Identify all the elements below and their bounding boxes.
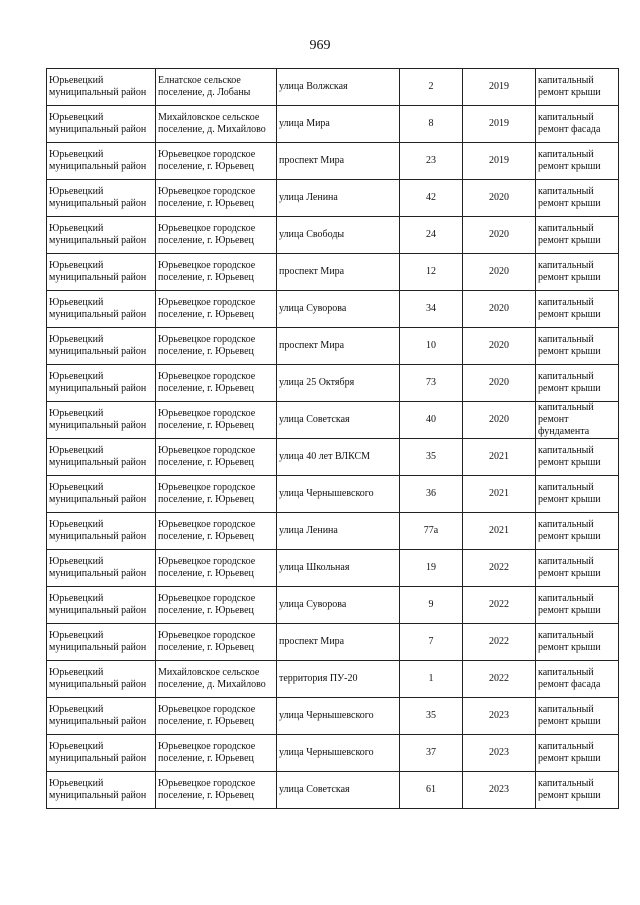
table-row — [47, 513, 619, 550]
house-number-cell-text: 19 — [426, 562, 436, 573]
district-cell — [47, 402, 156, 439]
year-cell — [463, 254, 536, 291]
house-number-cell-text: 2 — [428, 81, 434, 92]
street-cell-text: проспект Мира — [279, 636, 345, 647]
house-number-cell — [400, 328, 463, 365]
work-type-cell — [536, 439, 619, 476]
year-cell-text: 2023 — [489, 747, 509, 758]
table-row — [47, 291, 619, 328]
street-cell — [277, 69, 400, 106]
district-cell — [47, 772, 156, 809]
street-cell — [277, 402, 400, 439]
work-type-cell — [536, 476, 619, 513]
house-number-cell-text: 1 — [428, 673, 434, 684]
district-cell-text: Юрьевецкий муниципальный район — [49, 260, 147, 283]
street-cell-text: проспект Мира — [279, 266, 345, 277]
district-cell-text: Юрьевецкий муниципальный район — [49, 408, 147, 431]
street-cell-text: улица Школьная — [279, 562, 350, 573]
settlement-cell-text: Юрьевецкое городское поселение, г. Юрьевец — [158, 482, 256, 505]
street-cell — [277, 143, 400, 180]
table-row — [47, 439, 619, 476]
year-cell-text: 2020 — [489, 377, 509, 388]
district-cell — [47, 476, 156, 513]
work-type-cell-text: капитальный ремонт крыши — [538, 223, 601, 246]
year-cell — [463, 772, 536, 809]
street-cell — [277, 772, 400, 809]
street-cell-text: улица Чернышевского — [279, 488, 374, 499]
settlement-cell — [156, 550, 277, 587]
street-cell — [277, 735, 400, 772]
year-cell — [463, 291, 536, 328]
work-type-cell — [536, 328, 619, 365]
street-cell — [277, 550, 400, 587]
district-cell-text: Юрьевецкий муниципальный район — [49, 334, 147, 357]
work-type-cell — [536, 106, 619, 143]
street-cell-text: улица Советская — [279, 414, 350, 425]
settlement-cell — [156, 735, 277, 772]
street-cell — [277, 624, 400, 661]
work-type-cell-text: капитальный ремонт крыши — [538, 371, 601, 394]
year-cell-text: 2021 — [489, 451, 509, 462]
registry-table — [46, 68, 619, 809]
work-type-cell — [536, 254, 619, 291]
district-cell — [47, 69, 156, 106]
settlement-cell-text: Юрьевецкое городское поселение, г. Юрьевец — [158, 260, 256, 283]
district-cell — [47, 550, 156, 587]
year-cell-text: 2020 — [489, 229, 509, 240]
table-row — [47, 550, 619, 587]
street-cell — [277, 254, 400, 291]
district-cell — [47, 365, 156, 402]
district-cell-text: Юрьевецкий муниципальный район — [49, 741, 147, 764]
street-cell — [277, 291, 400, 328]
house-number-cell-text: 77а — [423, 525, 439, 536]
settlement-cell-text: Михайловское сельское поселение, д. Михайлово — [158, 667, 266, 690]
year-cell — [463, 69, 536, 106]
work-type-cell-text: капитальный ремонт крыши — [538, 778, 601, 801]
settlement-cell-text: Юрьевецкое городское поселение, г. Юрьевец — [158, 445, 256, 468]
work-type-cell — [536, 217, 619, 254]
year-cell-text: 2022 — [489, 599, 509, 610]
house-number-cell — [400, 476, 463, 513]
work-type-cell — [536, 180, 619, 217]
settlement-cell — [156, 476, 277, 513]
table-row — [47, 735, 619, 772]
house-number-cell-text: 40 — [426, 414, 436, 425]
work-type-cell — [536, 698, 619, 735]
settlement-cell-text: Юрьевецкое городское поселение, г. Юрьевец — [158, 741, 256, 764]
street-cell — [277, 365, 400, 402]
district-cell — [47, 291, 156, 328]
work-type-cell — [536, 402, 619, 439]
house-number-cell — [400, 698, 463, 735]
work-type-cell-text: капитальный ремонт крыши — [538, 297, 601, 320]
settlement-cell — [156, 365, 277, 402]
work-type-cell — [536, 365, 619, 402]
house-number-cell-text: 9 — [428, 599, 434, 610]
work-type-cell-text: капитальный ремонт крыши — [538, 519, 601, 542]
house-number-cell — [400, 439, 463, 476]
house-number-cell-text: 73 — [426, 377, 436, 388]
settlement-cell-text: Елнатское сельское поселение, д. Лобаны — [158, 75, 251, 98]
settlement-cell-text: Юрьевецкое городское поселение, г. Юрьевец — [158, 630, 256, 653]
year-cell — [463, 476, 536, 513]
street-cell-text: улица 40 лет ВЛКСМ — [279, 451, 371, 462]
year-cell — [463, 402, 536, 439]
house-number-cell-text: 42 — [426, 192, 436, 203]
work-type-cell — [536, 587, 619, 624]
settlement-cell — [156, 439, 277, 476]
year-cell-text: 2021 — [489, 488, 509, 499]
settlement-cell — [156, 69, 277, 106]
district-cell — [47, 587, 156, 624]
year-cell — [463, 735, 536, 772]
table-row — [47, 661, 619, 698]
house-number-cell — [400, 254, 463, 291]
settlement-cell — [156, 143, 277, 180]
table-row — [47, 365, 619, 402]
year-cell-text: 2019 — [489, 155, 509, 166]
year-cell-text: 2020 — [489, 266, 509, 277]
year-cell-text: 2023 — [489, 710, 509, 721]
work-type-cell — [536, 624, 619, 661]
settlement-cell — [156, 180, 277, 217]
district-cell-text: Юрьевецкий муниципальный район — [49, 149, 147, 172]
work-type-cell — [536, 143, 619, 180]
house-number-cell-text: 35 — [426, 451, 436, 462]
street-cell-text: улица Суворова — [279, 599, 347, 610]
settlement-cell — [156, 513, 277, 550]
table-row — [47, 624, 619, 661]
house-number-cell — [400, 106, 463, 143]
district-cell — [47, 698, 156, 735]
house-number-cell-text: 61 — [426, 784, 436, 795]
district-cell-text: Юрьевецкий муниципальный район — [49, 556, 147, 579]
district-cell-text: Юрьевецкий муниципальный район — [49, 445, 147, 468]
house-number-cell-text: 36 — [426, 488, 436, 499]
year-cell — [463, 106, 536, 143]
street-cell-text: улица Свободы — [279, 229, 345, 240]
work-type-cell — [536, 291, 619, 328]
street-cell-text: проспект Мира — [279, 155, 345, 166]
work-type-cell-text: капитальный ремонт фасада — [538, 667, 601, 690]
year-cell — [463, 365, 536, 402]
settlement-cell-text: Михайловское сельское поселение, д. Михайлово — [158, 112, 266, 135]
year-cell-text: 2021 — [489, 525, 509, 536]
year-cell — [463, 439, 536, 476]
settlement-cell-text: Юрьевецкое городское поселение, г. Юрьевец — [158, 704, 256, 727]
house-number-cell — [400, 513, 463, 550]
year-cell-text: 2023 — [489, 784, 509, 795]
year-cell — [463, 217, 536, 254]
street-cell-text: улица Суворова — [279, 303, 347, 314]
house-number-cell — [400, 291, 463, 328]
house-number-cell — [400, 661, 463, 698]
table-row — [47, 106, 619, 143]
year-cell — [463, 513, 536, 550]
house-number-cell — [400, 143, 463, 180]
district-cell-text: Юрьевецкий муниципальный район — [49, 223, 147, 246]
settlement-cell-text: Юрьевецкое городское поселение, г. Юрьевец — [158, 186, 256, 209]
year-cell-text: 2020 — [489, 192, 509, 203]
year-cell-text: 2022 — [489, 562, 509, 573]
work-type-cell-text: капитальный ремонт крыши — [538, 704, 601, 727]
street-cell — [277, 476, 400, 513]
street-cell — [277, 661, 400, 698]
table-row — [47, 328, 619, 365]
work-type-cell — [536, 735, 619, 772]
settlement-cell-text: Юрьевецкое городское поселение, г. Юрьевец — [158, 778, 256, 801]
table-row — [47, 772, 619, 809]
house-number-cell-text: 10 — [426, 340, 436, 351]
street-cell-text: улица Чернышевского — [279, 747, 374, 758]
street-cell — [277, 217, 400, 254]
work-type-cell-text: капитальный ремонт крыши — [538, 593, 601, 616]
street-cell-text: улица Чернышевского — [279, 710, 374, 721]
district-cell-text: Юрьевецкий муниципальный район — [49, 482, 147, 505]
street-cell-text: улица Волжская — [279, 81, 348, 92]
house-number-cell-text: 7 — [428, 636, 434, 647]
house-number-cell — [400, 735, 463, 772]
year-cell-text: 2019 — [489, 118, 509, 129]
settlement-cell — [156, 291, 277, 328]
district-cell — [47, 217, 156, 254]
district-cell-text: Юрьевецкий муниципальный район — [49, 112, 147, 135]
district-cell — [47, 439, 156, 476]
district-cell-text: Юрьевецкий муниципальный район — [49, 667, 147, 690]
district-cell-text: Юрьевецкий муниципальный район — [49, 593, 147, 616]
house-number-cell-text: 24 — [426, 229, 436, 240]
year-cell — [463, 328, 536, 365]
district-cell — [47, 624, 156, 661]
house-number-cell — [400, 402, 463, 439]
work-type-cell — [536, 69, 619, 106]
settlement-cell — [156, 402, 277, 439]
street-cell — [277, 328, 400, 365]
street-cell-text: улица Ленина — [279, 525, 338, 536]
page-number: 969 — [309, 38, 331, 53]
district-cell-text: Юрьевецкий муниципальный район — [49, 371, 147, 394]
district-cell — [47, 328, 156, 365]
settlement-cell-text: Юрьевецкое городское поселение, г. Юрьевец — [158, 371, 256, 394]
house-number-cell — [400, 217, 463, 254]
settlement-cell-text: Юрьевецкое городское поселение, г. Юрьевец — [158, 297, 256, 320]
settlement-cell-text: Юрьевецкое городское поселение, г. Юрьевец — [158, 519, 256, 542]
year-cell — [463, 587, 536, 624]
year-cell-text: 2020 — [489, 303, 509, 314]
table-row — [47, 587, 619, 624]
house-number-cell — [400, 550, 463, 587]
year-cell-text: 2022 — [489, 636, 509, 647]
district-cell — [47, 180, 156, 217]
district-cell-text: Юрьевецкий муниципальный район — [49, 186, 147, 209]
street-cell — [277, 439, 400, 476]
year-cell — [463, 143, 536, 180]
work-type-cell-text: капитальный ремонт крыши — [538, 445, 601, 468]
settlement-cell-text: Юрьевецкое городское поселение, г. Юрьевец — [158, 556, 256, 579]
street-cell — [277, 106, 400, 143]
work-type-cell-text: капитальный ремонт крыши — [538, 186, 601, 209]
work-type-cell-text: капитальный ремонт фасада — [538, 112, 601, 135]
work-type-cell-text: капитальный ремонт крыши — [538, 334, 601, 357]
street-cell — [277, 587, 400, 624]
settlement-cell — [156, 587, 277, 624]
table-row — [47, 402, 619, 439]
house-number-cell — [400, 365, 463, 402]
district-cell — [47, 106, 156, 143]
settlement-cell — [156, 661, 277, 698]
settlement-cell-text: Юрьевецкое городское поселение, г. Юрьевец — [158, 223, 256, 246]
district-cell — [47, 735, 156, 772]
table-row — [47, 180, 619, 217]
settlement-cell — [156, 254, 277, 291]
street-cell-text: улица 25 Октября — [279, 377, 355, 388]
district-cell-text: Юрьевецкий муниципальный район — [49, 297, 147, 320]
district-cell-text: Юрьевецкий муниципальный район — [49, 519, 147, 542]
year-cell-text: 2020 — [489, 340, 509, 351]
settlement-cell-text: Юрьевецкое городское поселение, г. Юрьевец — [158, 593, 256, 616]
house-number-cell — [400, 772, 463, 809]
settlement-cell — [156, 624, 277, 661]
table-row — [47, 698, 619, 735]
work-type-cell-text: капитальный ремонт крыши — [538, 260, 601, 283]
street-cell-text: улица Мира — [279, 118, 330, 129]
street-cell — [277, 698, 400, 735]
house-number-cell — [400, 69, 463, 106]
house-number-cell-text: 8 — [428, 118, 434, 129]
street-cell — [277, 513, 400, 550]
settlement-cell — [156, 698, 277, 735]
house-number-cell-text: 35 — [426, 710, 436, 721]
settlement-cell — [156, 106, 277, 143]
work-type-cell — [536, 772, 619, 809]
district-cell-text: Юрьевецкий муниципальный район — [49, 778, 147, 801]
settlement-cell — [156, 328, 277, 365]
street-cell — [277, 180, 400, 217]
work-type-cell-text: капитальный ремонт крыши — [538, 482, 601, 505]
table-row — [47, 476, 619, 513]
settlement-cell-text: Юрьевецкое городское поселение, г. Юрьевец — [158, 334, 256, 357]
settlement-cell — [156, 772, 277, 809]
year-cell — [463, 180, 536, 217]
registry-table-body — [47, 69, 619, 809]
district-cell — [47, 254, 156, 291]
work-type-cell-text: капитальный ремонт крыши — [538, 149, 601, 172]
street-cell-text: проспект Мира — [279, 340, 345, 351]
table-row — [47, 143, 619, 180]
work-type-cell-text: капитальный ремонт крыши — [538, 741, 601, 764]
work-type-cell-text: капитальный ремонт крыши — [538, 556, 601, 579]
year-cell — [463, 661, 536, 698]
year-cell — [463, 624, 536, 661]
street-cell-text: улица Советская — [279, 784, 350, 795]
table-row — [47, 217, 619, 254]
settlement-cell-text: Юрьевецкое городское поселение, г. Юрьевец — [158, 408, 256, 431]
street-cell-text: улица Ленина — [279, 192, 338, 203]
district-cell-text: Юрьевецкий муниципальный район — [49, 630, 147, 653]
house-number-cell — [400, 587, 463, 624]
settlement-cell-text: Юрьевецкое городское поселение, г. Юрьевец — [158, 149, 256, 172]
district-cell-text: Юрьевецкий муниципальный район — [49, 704, 147, 727]
work-type-cell — [536, 513, 619, 550]
year-cell-text: 2019 — [489, 81, 509, 92]
house-number-cell-text: 37 — [426, 747, 436, 758]
work-type-cell-text: капитальный ремонт фундамента — [538, 402, 594, 437]
year-cell-text: 2020 — [489, 414, 509, 425]
table-row — [47, 69, 619, 106]
district-cell — [47, 661, 156, 698]
house-number-cell-text: 23 — [426, 155, 436, 166]
work-type-cell-text: капитальный ремонт крыши — [538, 630, 601, 653]
work-type-cell — [536, 550, 619, 587]
year-cell — [463, 550, 536, 587]
house-number-cell-text: 12 — [426, 266, 436, 277]
district-cell — [47, 513, 156, 550]
settlement-cell — [156, 217, 277, 254]
house-number-cell-text: 34 — [426, 303, 436, 314]
district-cell-text: Юрьевецкий муниципальный район — [49, 75, 147, 98]
house-number-cell — [400, 624, 463, 661]
street-cell-text: территория ПУ-20 — [279, 673, 358, 684]
table-row — [47, 254, 619, 291]
house-number-cell — [400, 180, 463, 217]
work-type-cell — [536, 661, 619, 698]
district-cell — [47, 143, 156, 180]
year-cell — [463, 698, 536, 735]
year-cell-text: 2022 — [489, 673, 509, 684]
work-type-cell-text: капитальный ремонт крыши — [538, 75, 601, 98]
